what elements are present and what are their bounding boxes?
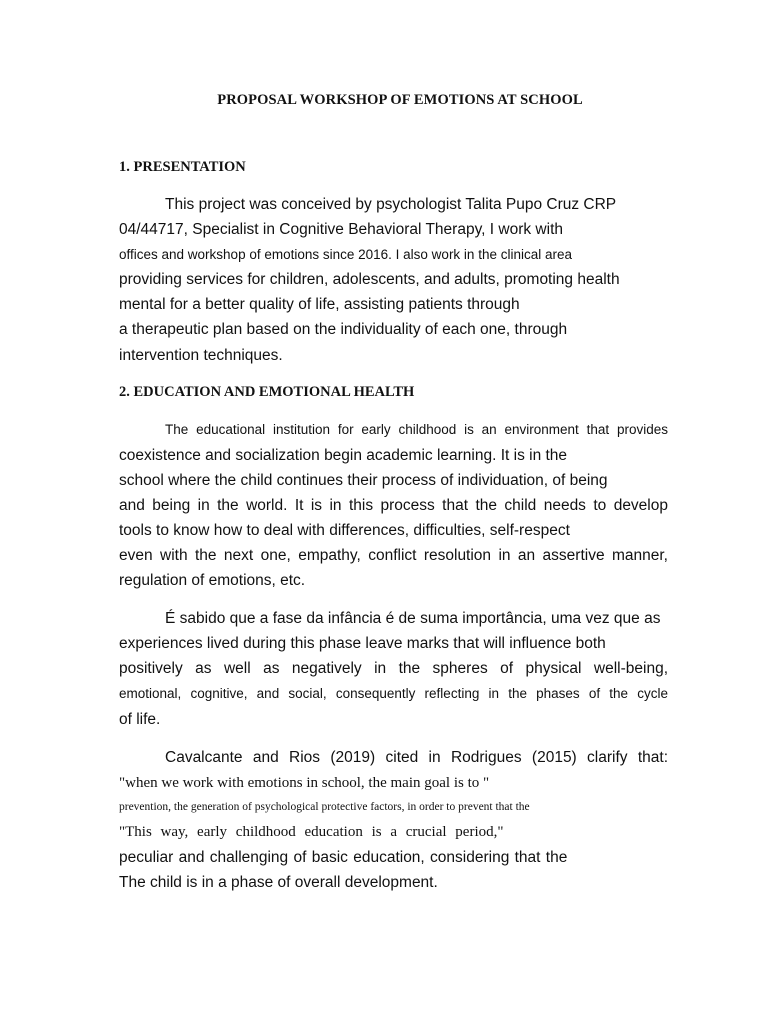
text-line: even with the next one, empathy, conflict resolution in an assertive manner, xyxy=(119,547,668,564)
text-line: mental for a better quality of life, assisting patients through xyxy=(119,296,520,313)
text-line: This project was conceived by psychologist Talita Pupo Cruz CRP xyxy=(165,196,617,213)
text-line: Cavalcante and Rios (2019) cited in Rodrigues (2015) clarify that: xyxy=(165,749,668,766)
quote-line: "when we work with emotions in school, the main goal is to " xyxy=(119,775,490,791)
text-line: emotional, cognitive, and social, consequently reflecting in the phases of the cycle xyxy=(119,686,668,701)
section-heading-presentation: 1. PRESENTATION xyxy=(119,159,246,175)
text-line: providing services for children, adolescents, and adults, promoting health xyxy=(119,271,620,288)
text-line: and being in the world. It is in this process that the child needs to develop xyxy=(119,497,668,514)
text-line: The educational institution for early childhood is an environment that provides xyxy=(165,422,668,437)
text-line: offices and workshop of emotions since 2016. I also work in the clinical area xyxy=(119,247,572,262)
text-line: É sabido que a fase da infância é de suma importância, uma vez que as xyxy=(165,610,661,627)
section-heading-education: 2. EDUCATION AND EMOTIONAL HEALTH xyxy=(119,384,415,400)
text-line: intervention techniques. xyxy=(119,347,283,364)
text-line: tools to know how to deal with differences, difficulties, self-respect xyxy=(119,522,570,539)
text-line: of life. xyxy=(119,711,161,728)
text-line: experiences lived during this phase leave marks that will influence both xyxy=(119,635,606,652)
text-line: regulation of emotions, etc. xyxy=(119,572,306,589)
document-title: PROPOSAL WORKSHOP OF EMOTIONS AT SCHOOL xyxy=(217,92,583,108)
text-line: coexistence and socialization begin academic learning. It is in the xyxy=(119,447,568,464)
text-line: The child is in a phase of overall development. xyxy=(119,874,438,891)
text-line: peculiar and challenging of basic education, considering that the xyxy=(119,849,568,866)
text-line: a therapeutic plan based on the individuality of each one, through xyxy=(119,321,568,338)
text-line: positively as well as negatively in the spheres of physical well-being, xyxy=(119,660,668,677)
quote-line: "This way, early childhood education is a crucial period," xyxy=(119,824,504,840)
text-line: school where the child continues their process of individuation, of being xyxy=(119,472,608,489)
quote-line: prevention, the generation of psychological protective factors, in order to prevent that the xyxy=(119,801,530,813)
text-line: 04/44717, Specialist in Cognitive Behavioral Therapy, I work with xyxy=(119,221,563,238)
